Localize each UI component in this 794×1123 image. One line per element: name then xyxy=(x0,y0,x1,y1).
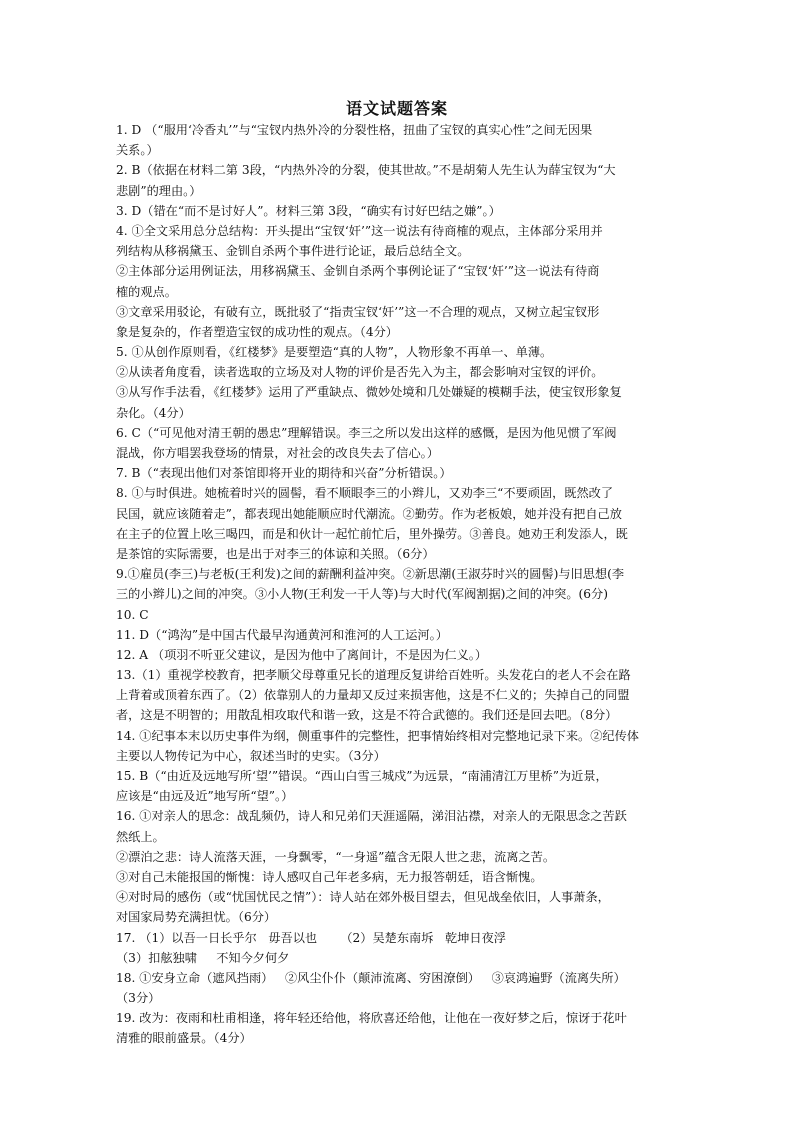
answer-line: ②从读者角度看，读者选取的立场及对人物的评价是否先入为主，都会影响对宝钗的评价。 xyxy=(116,365,604,380)
answer-line: 三的小辫儿)之间的冲突。③小人物(王利发一干人等)与大时代(军阀割据)之间的冲突。(6分) xyxy=(116,587,608,602)
answer-line: 应该是“由远及近”地写所“望”。） xyxy=(116,789,294,804)
answer-line: 18. ①安身立命（遮风挡雨） ②风尘仆仆（颠沛流离、穷困潦倒） ③哀鸿遍野（流离失所） xyxy=(116,970,626,985)
answer-line: 在主子的位置上吆三喝四，而是和伙计一起忙前忙后，里外操劳。③善良。她劝王利发添人，既 xyxy=(116,526,628,541)
answer-line: （3分） xyxy=(116,991,161,1006)
answer-line: 榷的观点。 xyxy=(116,284,177,299)
answer-line: 13.（1）重视学校教育，把孝顺父母尊重兄长的道理反复讲给百姓听。头发花白的老人不会在路 xyxy=(116,668,631,683)
answer-line: 11. D（“鸿沟”是中国古代最早沟通黄河和淮河的人工运河。） xyxy=(116,627,448,642)
answer-line: 6. C（“可见他对清王朝的愚忠”理解错误。李三之所以发出这样的感慨，是因为他见惯了军阀 xyxy=(116,425,617,440)
answer-list xyxy=(116,120,692,1049)
answer-line: 然纸上。 xyxy=(116,829,165,844)
answer-line: ②主体部分运用例证法，用移祸黛玉、金钏自杀两个事例论证了“宝钗‘奸’”这一说法有待商 xyxy=(116,264,600,279)
answer-line: ②漂泊之悲：诗人流落天涯，一身飘零，“一身遥”蕴含无限人世之悲，流离之苦。 xyxy=(116,849,556,864)
answer-line: 混战，你方唱罢我登场的情景，对社会的改良失去了信心。） xyxy=(116,446,439,460)
answer-line: 杂化。（4分） xyxy=(116,405,191,420)
answer-line: 16. ①对亲人的思念：战乱频仍，诗人和兄弟们天涯遥隔，涕泪沾襟，对亲人的无限思念之苦跃 xyxy=(116,809,627,824)
answer-line: 8. ①与时俱进。她梳着时兴的圆髻，看不顺眼李三的小辫儿，又劝李三“不要顽固，既然改了 xyxy=(116,486,614,501)
answer-line: 17. （1）以吾一日长乎尔 毋吾以也 （2）吴楚东南坼 乾坤日夜浮 xyxy=(116,930,506,945)
answer-line: 主要以人物传记为中心，叙述当时的史实。（3分） xyxy=(116,748,386,763)
answer-line: ③从写作手法看，《红楼梦》运用了严重缺点、微妙处境和几处嫌疑的模糊手法，使宝钗形象复 xyxy=(116,385,622,400)
answer-line: 者，这是不明智的；用散乱相攻取代和谐一致，这是不符合武德的。我们还是回去吧。（8分） xyxy=(116,708,618,723)
answer-line: 上背着或顶着东西了。（2）依靠别人的力量却又反过来损害他，这是不仁义的；失掉自己的同盟 xyxy=(116,688,630,703)
answer-line: 19. 改为：夜雨和杜甫相逢，将年轻还给他，将欣喜还给他，让他在一夜好梦之后，惊讶于花叶 xyxy=(116,1011,627,1026)
answer-line: ③文章采用驳论，有破有立，既批驳了“指责宝钗‘奸’”这一不合理的观点，又树立起宝钗形 xyxy=(116,304,600,319)
answer-line: 关系。） xyxy=(116,143,159,158)
answer-line: 10. C xyxy=(116,607,149,622)
answer-line: ③对自己未能报国的惭愧：诗人感叹自己年老多病，无力报答朝廷，语含惭愧。 xyxy=(116,869,543,884)
page-title: 语文试题答案 xyxy=(345,99,448,118)
answer-line: 14. ①纪事本末以历史事件为纲，侧重事件的完整性，把事情始终相对完整地记录下来。②纪传体 xyxy=(116,728,639,743)
answer-line: 是茶馆的实际需要，也是出于对李三的体谅和关照。（6分） xyxy=(116,546,435,561)
answer-line: 2. B（依据在材料二第 3段，“内热外冷的分裂，使其世故。”不是胡菊人先生认为薛宝钗为“大 xyxy=(116,163,616,178)
answer-line: 7. B（“表现出他们对茶馆即将开业的期待和兴奋”分析错误。） xyxy=(116,466,452,481)
answer-line: 12. A （项羽不听亚父建议，是因为他中了离间计，不是因为仁义。） xyxy=(116,647,488,662)
answer-line: 9.①雇员(李三)与老板(王利发)之间的薪酬利益冲突。②新思潮(王淑芬时兴的圆髻)与旧思想(李 xyxy=(116,567,625,582)
answer-line: 1. D （“服用‘冷香丸’”与“宝钗内热外冷的分裂性格，扭曲了宝钗的真实心性”之间无因果 xyxy=(116,123,593,137)
answer-line: 15. B（“由近及远地写所‘望’”错误。“西山白雪三城戍”为远景，“南浦清江万里桥”为近景， xyxy=(116,769,608,783)
answer-line: 悲剧”的理由。） xyxy=(116,183,202,198)
answer-line: 象是复杂的，作者塑造宝钗的成功性的观点。（4分） xyxy=(116,324,398,339)
answer-line: 对国家局势充满担忧。（6分） xyxy=(116,910,277,925)
answer-line: 4. ①全文采用总分总结构：开头提出“宝钗‘奸’”这一说法有待商榷的观点，主体部分采用并 xyxy=(116,223,603,238)
answer-line: 清雅的眼前盛景。（4分） xyxy=(116,1031,252,1046)
answer-line: ④对时局的感伤（或“忧国忧民之情”）：诗人站在郊外极目望去，但见战垒依旧，人事萧条， xyxy=(116,890,610,905)
answer-line: 民国，就应该随着走”，都表现出她能顺应时代潮流。②勤劳。作为老板娘，她并没有把自己放 xyxy=(116,506,622,521)
answer-line: 3. D（错在“而不是讨好人”。材料三第 3段，“确实有讨好巴结之嫌”。） xyxy=(116,203,501,218)
answer-line: 5. ①从创作原则看，《红楼梦》是要塑造“真的人物”，人物形象不再单一、单薄。 xyxy=(116,345,553,360)
answer-line: （3）扣舷独啸 不知今夕何夕 xyxy=(116,950,290,965)
answer-line: 列结构从移祸黛玉、金钏自杀两个事件进行论证，最后总结全文。 xyxy=(116,244,470,259)
